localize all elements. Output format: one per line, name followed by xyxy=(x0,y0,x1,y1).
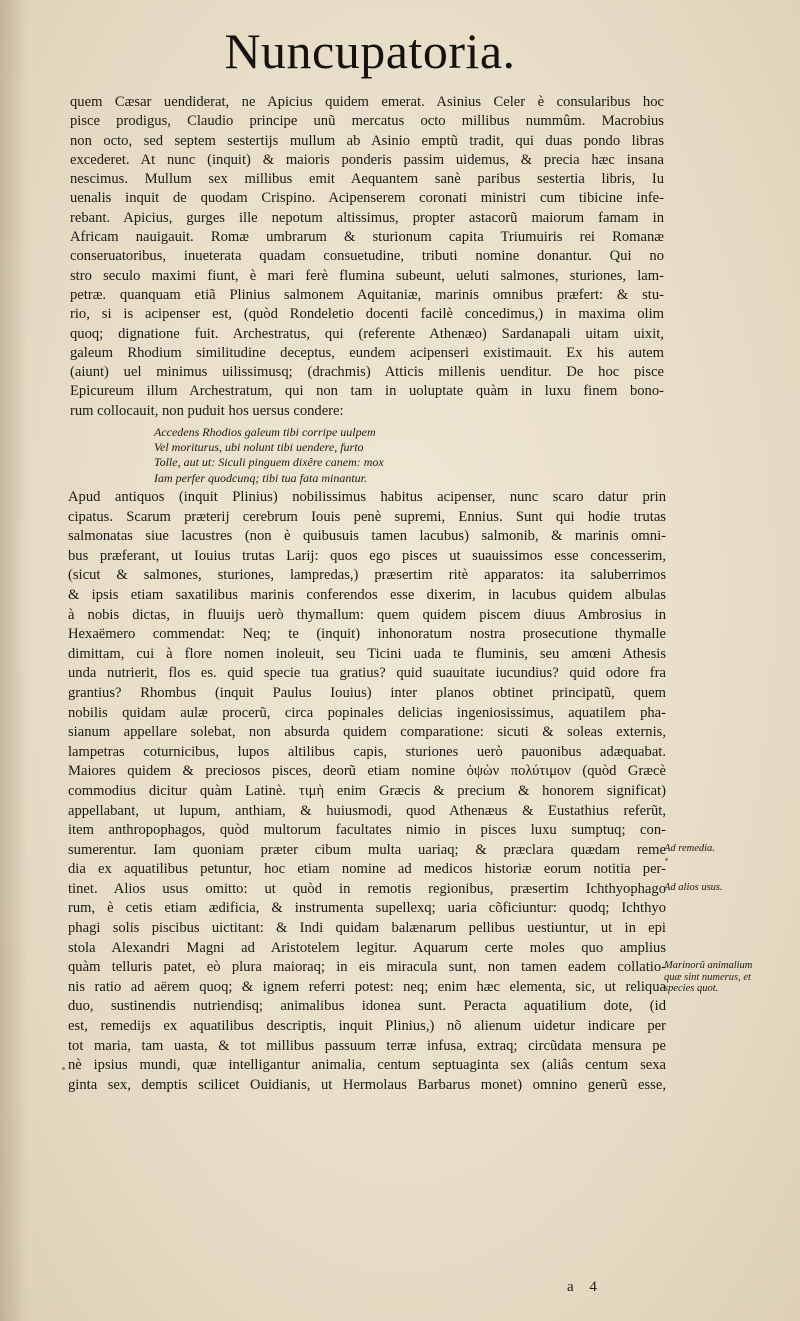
text-line: nis ratio ad aërem quoq; & ignem referri potest: neq; enim hæc elementa, sic, ut reliqua xyxy=(68,978,666,995)
text-line: phagi solis piscibus uictitant: & Indi quidam balænarum pellibus uestiuntur, ut in epi xyxy=(68,920,666,937)
text-line: quoq; dignatione fuit. Archestratus, qui (referente Athenæo) Sardanapali uitam uixit, xyxy=(70,325,664,342)
text-line: Africam nauigauit. Romæ umbrarum & sturionum capita Triumuiris rei Romanæ xyxy=(70,229,664,246)
text-line: quàm telluris patet, eò plura maioraq; in eis miracula sunt, non tamen eadem collatio- xyxy=(68,959,666,976)
text-line: Apud antiquos (inquit Plinius) nobilissimus habitus acipenser, nunc scaro datur prin xyxy=(68,489,666,505)
text-line: à nobis dictas, in fluuijs uerò thymallum: quem quidem piscem diuus Ambrosius in xyxy=(68,606,666,623)
text-line: uenalis inquit de quodam Crispino. Acipenserem coronati ministri cum tibicine infe- xyxy=(70,190,664,207)
text-line: est, remedijs ex aquatilibus descriptis, inquit Plinius,) nõ alienum uidetur indicare per xyxy=(68,1018,666,1035)
text-line: grantius? Rhombus (inquit Paulus Iouius) inter planos obtinet principatũ, quem xyxy=(68,684,666,701)
text-line: unda nutrierit, flos es. quid specie tua gratius? quid suauitate iucundius? quid odore fra xyxy=(68,665,666,682)
text-line: duo, sustinendis nutriendisq; animalibus idonea sunt. Peracta aquatilium dote, (id xyxy=(68,998,666,1015)
text-line: conseruatoribus, inueterata quadam consuetudine, tributi nomine donantur. Qui no xyxy=(70,248,664,265)
text-line: stro seculo maximi fiunt, è mari ferè flumina subeunt, ueluti salmones, sturiones, lam- xyxy=(70,267,664,284)
text-line: item anthropophagos, quòd multorum facultates nimio in pisces luxu sumptuq; con- xyxy=(68,822,666,839)
text-line: salmonatas siue lacustres (non è quibusuis tamen lacubus) salmonib, & marinis omni- xyxy=(68,528,666,545)
text-line: nobilis quidam aulæ procerũ, circa popinales delicias ingeniosissimus, aquatilem pha- xyxy=(68,704,666,721)
text-line: rum collocauit, non puduit hos uersus condere: xyxy=(70,402,344,419)
text-line: sumerentur. Iam quoniam præter cibum multa uariaq; & præclara quædam reme xyxy=(68,841,666,858)
text-line: nè ipsius mundi, quæ intelligantur animalia, centum septuaginta sex (aliâs centum sexa xyxy=(68,1057,666,1074)
text-line: rio, si is acipenser est, (quòd Rondeletio docenti facilè concedimus,) in maxima olim xyxy=(70,306,664,323)
text-line: ginta sex, demptis scilicet Ouidianis, ut Hermolaus Barbarus monet) omnino generũ esse, xyxy=(68,1076,666,1093)
text-line: nescimus. Mullum sex millibus emit Aequantem sanè paribus sestertia libris, Iu xyxy=(70,171,664,188)
text-block-lower xyxy=(68,488,666,1095)
binding-shadow xyxy=(0,0,28,1321)
verse-quotation xyxy=(154,425,474,486)
text-line: excederet. At nunc (inquit) & maioris ponderis passim uidemus, & precia hæc insana xyxy=(70,151,664,168)
text-line: non octo, sed septem sestertijs mullum ab Asinio emptũ tradit, qui duas pondo libras xyxy=(70,132,664,149)
text-line: (sicut & salmones, sturiones, lampredas,) præsertim ritè apparatos: ita saluberrimos xyxy=(68,567,666,584)
text-line: tot maria, tam uasta, & tot millibus passuum terræ infusa, extraq; circũdata mensura pe xyxy=(68,1037,666,1054)
text-line: bus præferant, ut Iouius trutas Larij: quos ego pisces ut suauissimos esse concesserim, xyxy=(68,547,666,564)
text-line: lampetras coturnicibus, lupos altilibus capis, sturiones uerò pauonibus adæquabat. xyxy=(68,743,666,760)
ink-speck xyxy=(62,1067,65,1070)
text-line: galeum Rhodium similitudine deceptus, eundem acipenseri existimauit. Ex his autem xyxy=(70,344,664,361)
page-title: Nuncupatoria. xyxy=(224,23,516,79)
text-block-upper xyxy=(70,93,664,421)
text-line: Hexaëmero commendat: Neq; te (inquit) inhonoratum nostra prosecutione thymalle xyxy=(68,626,666,643)
text-line: Epicureum illum Archestratum, qui non tam in uoluptate quàm in luxu finem bono- xyxy=(70,383,664,400)
text-line: Maiores quidem & preciosos pisces, deorũ etiam nomine ὀψὼν πολύτιμον (quòd Græcè xyxy=(68,763,666,780)
marginal-note-remedia: Ad remedia. xyxy=(664,842,715,854)
text-line: dimittam, cui à flore nomen inoleuit, seu Ticini uada te fluminis, seu amœni Athesis xyxy=(68,645,666,662)
text-line: rebant. Apicius, gurges ille nepotum altissimus, propter astacorũ maiorum famam in xyxy=(70,209,664,226)
text-line: cipatus. Scarum præterij cerebrum Iouis penè supremi, Ennius. Sunt qui hodie trutas xyxy=(68,508,666,525)
marginal-note-marinorum: Marinorũ animalium quæ sint numerus, et species quot. xyxy=(664,960,753,995)
text-line: & ipsis etiam saxatilibus marinis conferendos esse dixerim, in lacubus quidem albulas xyxy=(68,586,666,603)
text-line: pisce prodigus, Claudio principe unũ mercatus octo millibus nummûm. Macrobius xyxy=(70,113,664,130)
verse-line: Vel moriturus, ubi nolunt tibi uendere, furto xyxy=(154,440,364,455)
text-line: sianum appellare solebat, non absurda quidem comparatione: sicuti & soleas externis, xyxy=(68,724,666,741)
verse-line: Iam perfer quodcunq; tibi tua fata minantur. xyxy=(154,470,367,485)
marginal-note-alios-usus: Ad alios usus. xyxy=(664,882,723,893)
signature-mark: a 4 xyxy=(567,1279,603,1295)
text-line: stola Alexandri Magni ad Aristotelem legitur. Aquarum certe moles quo amplius xyxy=(68,939,666,956)
text-line: commodius dicitur quàm Latinè. τιμὴ enim Græcis & precium & honorem significat) xyxy=(68,782,666,799)
text-line: appellabant, ut lupum, anthiam, & huiusmodi, quod Athenæus & Eustathius referũt, xyxy=(68,802,666,819)
text-line: petræ. quanquam etiã Plinius salmonem Aquitaniæ, marinis omnibus præfert: & stu- xyxy=(70,286,664,303)
text-line: (aiunt) uel minimus uilissimusq; (drachmis) Atticis millenis uenditur. De hoc pisce xyxy=(70,364,664,381)
text-line: dia ex aquatilibus petuntur, hoc etiam nomine ad medicos historiæ eorum notitia per- xyxy=(68,861,666,878)
text-line: rum, è cetis etiam ædificia, & instrumenta supellexq; uaria cõficiuntur: quodq; Ichthyo xyxy=(68,900,666,917)
text-line: tinet. Alios usus omitto: ut quòd in remotis regionibus, præsertim Ichthyophago xyxy=(68,880,666,897)
verse-line: Tolle, aut ut: Siculi pinguem dixêre canem: mox xyxy=(154,455,384,470)
verse-line: Accedens Rhodios galeum tibi corripe uulpem xyxy=(154,425,376,439)
text-line: quem Cæsar uendiderat, ne Apicius quidem emerat. Asinius Celer è consularibus hoc xyxy=(70,94,664,110)
ink-speck xyxy=(665,858,668,861)
